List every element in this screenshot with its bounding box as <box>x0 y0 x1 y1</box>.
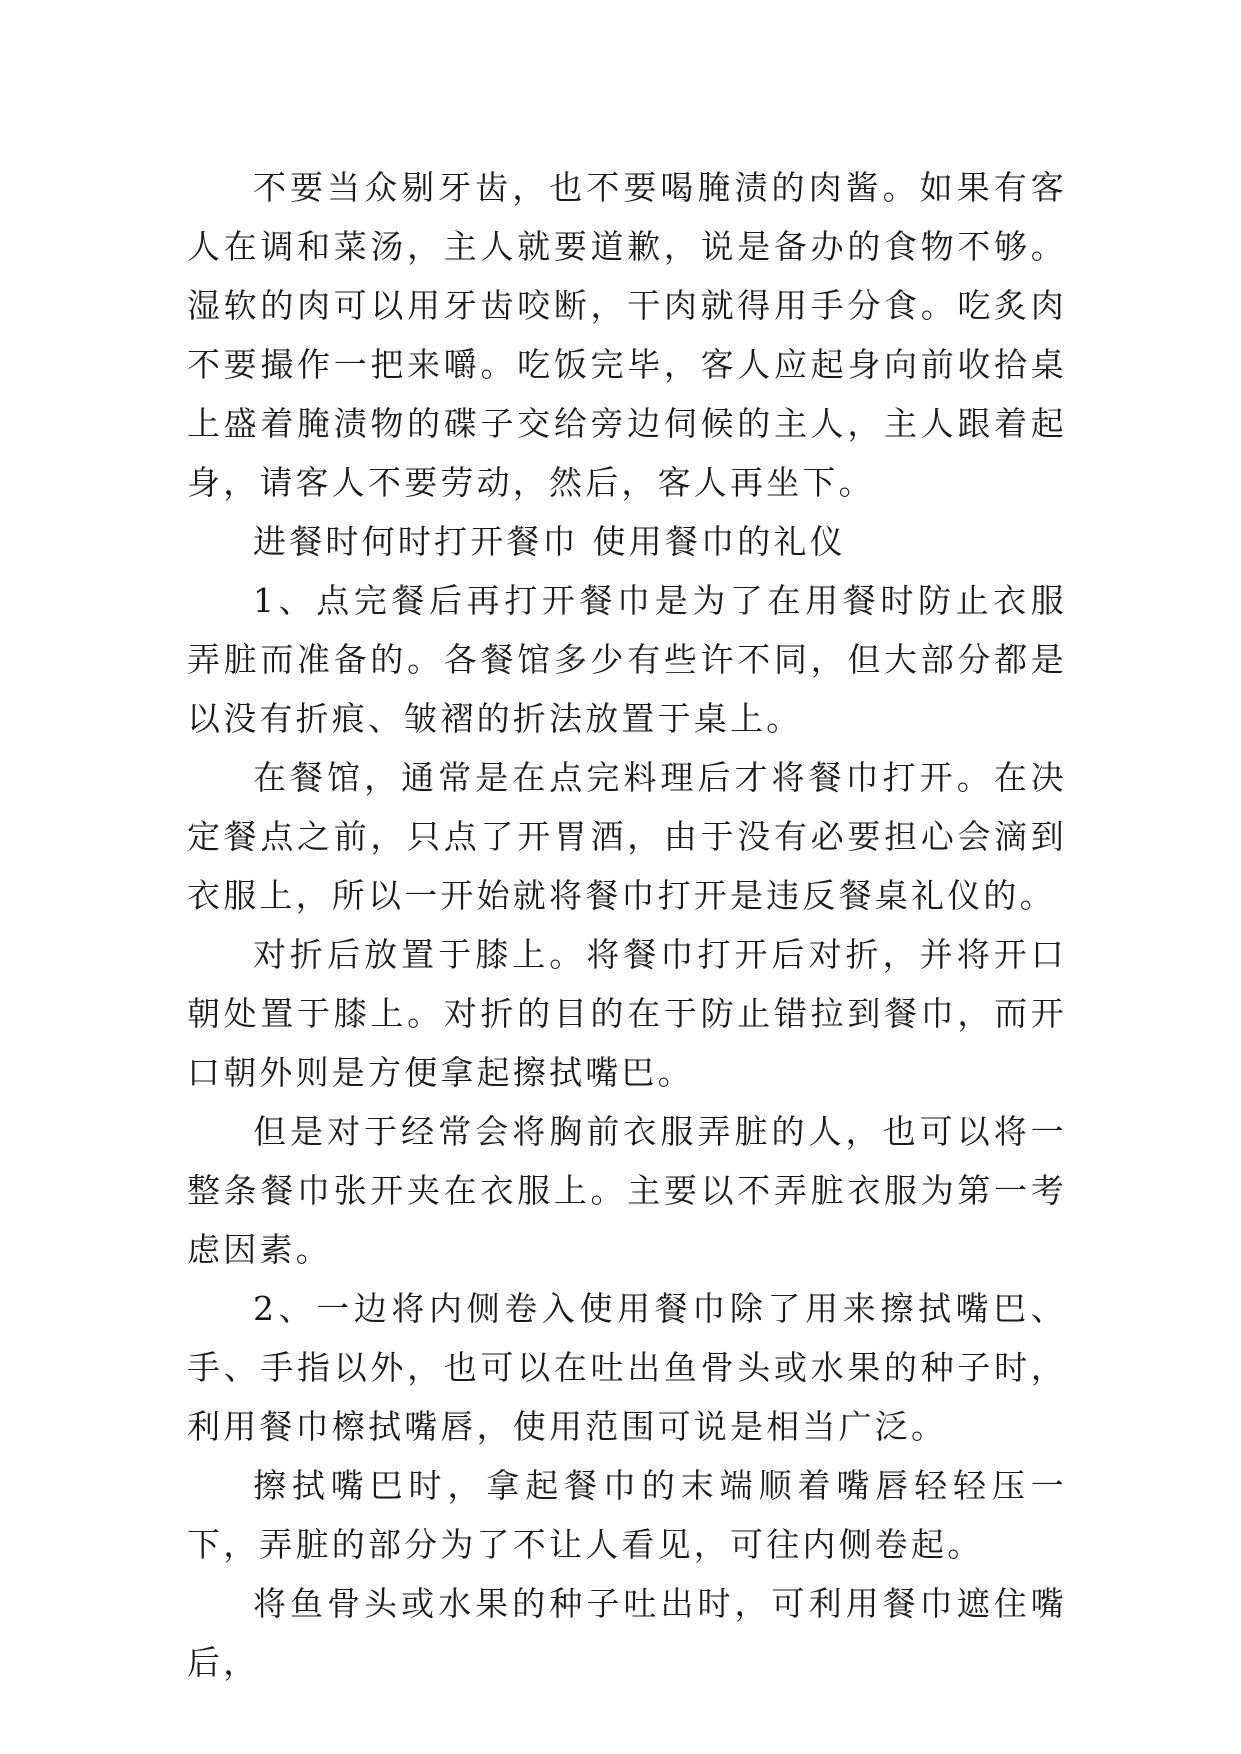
paragraph-spit-seeds: 将鱼骨头或水果的种子吐出时，可利用餐巾遮住嘴后， <box>187 1584 1067 1682</box>
paragraph-wipe-mouth: 擦拭嘴巴时，拿起餐巾的末端顺着嘴唇轻轻压一下，弄脏的部分为了不让人看见，可往内侧卷起。 <box>187 1466 1067 1564</box>
document-body <box>187 158 1067 1692</box>
section-heading-napkin-etiquette: 进餐时何时打开餐巾 使用餐巾的礼仪 <box>253 522 846 561</box>
paragraph-table-manners: 不要当众剔牙齿，也不要喝腌渍的肉酱。如果有客人在调和菜汤，主人就要道歉，说是备办的食物不够。湿软的肉可以用牙齿咬断，干肉就得用手分食。吃炙肉不要撮作一把来嚼。吃饭完毕，客人应起身向前收拾桌上盛着腌渍物的碟子交给旁边伺候的主人，主人跟着起身，请客人不要劳动，然后，客人再坐下。 <box>187 168 1067 502</box>
paragraph-fold-on-lap: 对折后放置于膝上。将餐巾打开后对折，并将开口朝处置于膝上。对折的目的在于防止错拉到餐巾，而开口朝外则是方便拿起擦拭嘴巴。 <box>187 935 1067 1092</box>
paragraph-tuck-in-clothes: 但是对于经常会将胸前衣服弄脏的人，也可以将一整条餐巾张开夹在衣服上。主要以不弄脏衣服为第一考虑因素。 <box>187 1112 1067 1269</box>
paragraph-napkin-point-1: 1、点完餐后再打开餐巾是为了在用餐时防止衣服弄脏而准备的。各餐馆多少有些许不同，但大部分都是以没有折痕、皱褶的折法放置于桌上。 <box>187 581 1067 738</box>
paragraph-when-to-open-napkin: 在餐馆，通常是在点完料理后才将餐巾打开。在决定餐点之前，只点了开胃酒，由于没有必要担心会滴到衣服上，所以一开始就将餐巾打开是违反餐桌礼仪的。 <box>187 758 1067 915</box>
paragraph-napkin-point-2: 2、一边将内侧卷入使用餐巾除了用来擦拭嘴巴、手、手指以外，也可以在吐出鱼骨头或水果的种子时，利用餐巾檫拭嘴唇，使用范围可说是相当广泛。 <box>187 1289 1067 1446</box>
